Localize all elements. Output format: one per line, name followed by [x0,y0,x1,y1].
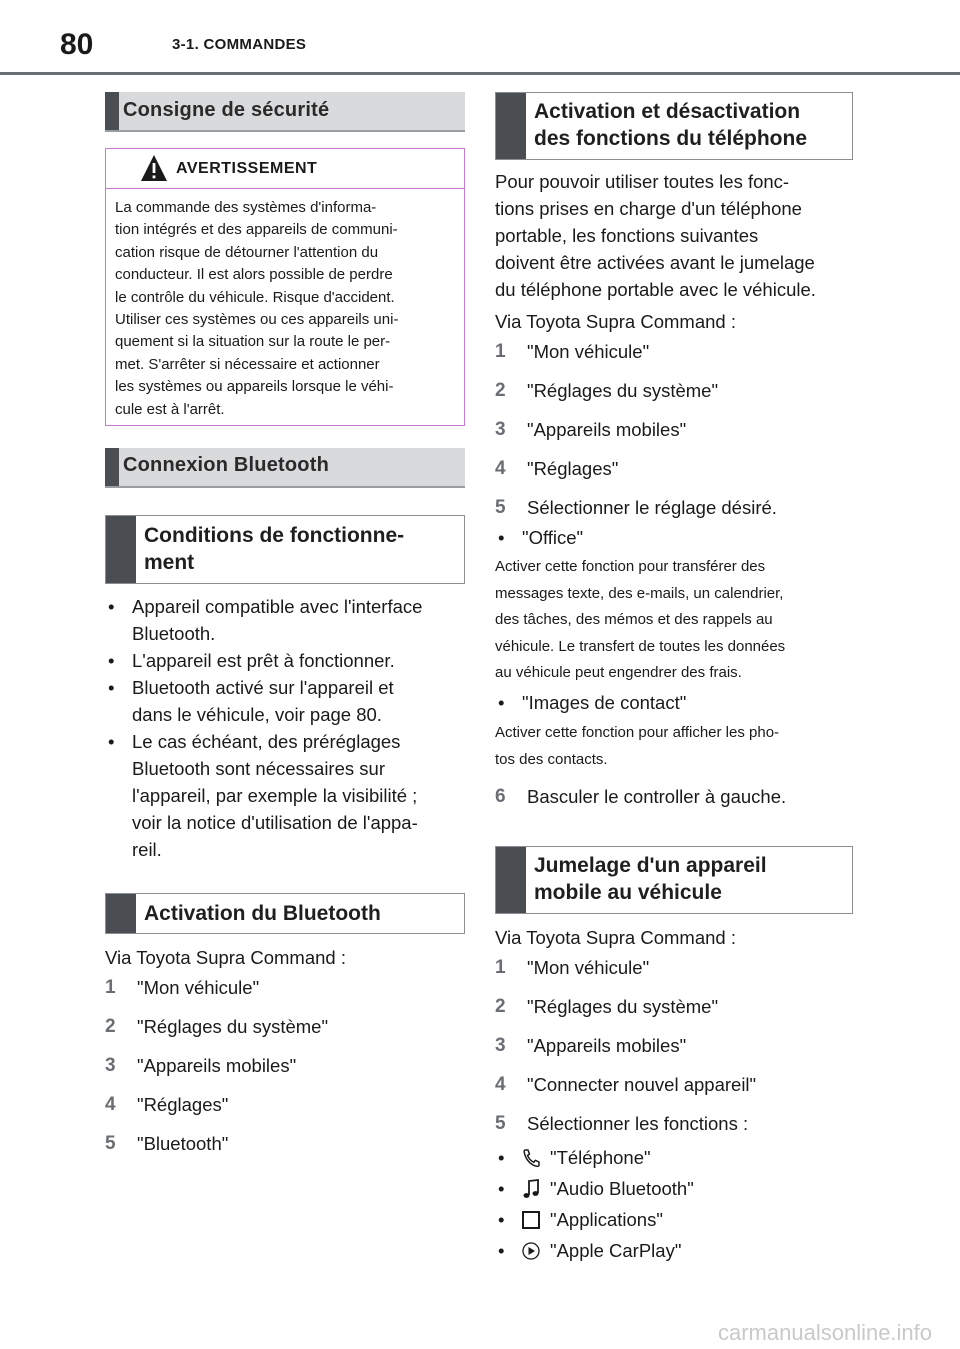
watermark: carmanualsonline.info [718,1320,933,1345]
safety-heading-text: Consigne de sécurité [123,99,330,121]
pairing-heading [495,846,853,914]
section-title: 3-1. COMMANDES [172,36,307,53]
warning-box [105,148,465,426]
step-item: 5 Sélectionner le réglage désiré. [495,497,777,518]
safety-heading [105,92,465,132]
conditions-heading [105,515,465,584]
page-header [0,0,960,76]
conditions-heading-text: Conditions de fonctionne- ment [144,524,405,574]
warning-triangle-icon [140,153,168,183]
pairing-functions [495,1147,853,1271]
step-item: 3 "Appareils mobiles" [495,1035,687,1056]
bluetooth-connection-heading-text: Connexion Bluetooth [123,454,329,476]
list-item: • Appareil compatible avec l'interface Bluetooth. [105,593,465,647]
list-item: • L'appareil est prêt à fonctionner. [105,647,465,674]
phone-functions-heading-text: Activation et désactivation des fonctions du téléphone [534,100,808,150]
step-item: 3 "Appareils mobiles" [105,1055,297,1076]
list-item: • Bluetooth activé sur l'appareil et dans le véhicule, voir page 80. [105,674,465,728]
step-item: 2 "Réglages du système" [495,380,719,401]
step-item: 6 Basculer le controller à gauche. [495,786,787,807]
contact-images-option: • "Images de contact" [498,692,687,713]
music-note-icon [521,1178,541,1200]
step-item: 4 "Réglages" [105,1094,229,1115]
phone-functions-intro: Pour pouvoir utiliser toutes les fonc- tions prises en charge d'un téléphone portable, les fonctions suivantes doivent être activées avant le jumelage du téléphone portable avec le véhicule. [495,171,816,300]
conditions-list [105,593,465,863]
pairing-steps [495,956,853,1151]
warning-text: La commande des systèmes d'informa- tion intégrés et des appareils de communi- cation risque de détourner l'attention du conducteur. Il est alors possible de perdre le contrôle du véhicule. Risque d'accident. Utiliser ces systèmes ou ces appareils uni- quement si la situation sur la route le per- met. S'arrêter si nécessaire et actionner les systèmes ou appareils lorsque le véhi- cule est à l'arrêt. [115,199,399,418]
step-item: 1 "Mon véhicule" [105,977,260,998]
step-item: 5 "Bluetooth" [105,1133,229,1154]
list-item: • Le cas échéant, des préréglages Bluetooth sont nécessaires sur l'appareil, par exemple la visibilité ; voir la notice d'utilisation de l'appa- reil. [105,728,465,863]
function-item-audio: • "Audio Bluetooth" [498,1178,694,1199]
step-item: 5 Sélectionner les fonctions : [495,1113,749,1134]
warning-header [106,149,464,189]
function-item-phone: • "Téléphone" [498,1147,651,1168]
phone-functions-step6 [495,785,853,824]
phone-icon [521,1147,541,1169]
office-description: Activer cette fonction pour transférer des messages texte, des e-mails, un calendrier, des tâches, des mémos et des rappels au véhicule. Le transfert de toutes les données au véhicule peut engendrer des frais. [495,558,786,682]
step-item: 1 "Mon véhicule" [495,341,650,362]
step-item: 4 "Connecter nouvel appareil" [495,1074,757,1095]
phone-functions-via: Via Toyota Supra Command : [495,311,736,332]
pairing-via: Via Toyota Supra Command : [495,927,736,948]
step-item: 3 "Appareils mobiles" [495,419,687,440]
office-label: "Office" [522,527,584,548]
step-item: 1 "Mon véhicule" [495,957,650,978]
phone-functions-steps [495,340,853,535]
office-option: • "Office" [498,527,584,548]
step-item: 2 "Réglages du système" [495,996,719,1017]
header-divider [0,72,960,75]
square-icon [521,1209,541,1231]
activation-steps [105,976,465,1171]
pairing-heading-text: Jumelage d'un appareil mobile au véhicule [534,854,767,904]
function-item-applications: • "Applications" [498,1209,663,1230]
phone-functions-heading [495,92,853,160]
function-item-carplay: • "Apple CarPlay" [498,1240,682,1261]
activation-heading-text: Activation du Bluetooth [144,902,381,925]
play-circle-icon [521,1240,541,1262]
bluetooth-connection-heading [105,448,465,488]
contact-images-description: Activer cette fonction pour afficher les pho- tos des contacts. [495,724,780,768]
warning-title: AVERTISSEMENT [176,160,318,177]
step-item: 2 "Réglages du système" [105,1016,329,1037]
activation-intro: Via Toyota Supra Command : [105,947,346,968]
step-item: 4 "Réglages" [495,458,619,479]
contact-images-label: "Images de contact" [522,692,687,713]
page-number: 80 [60,28,94,61]
activation-heading [105,893,465,934]
